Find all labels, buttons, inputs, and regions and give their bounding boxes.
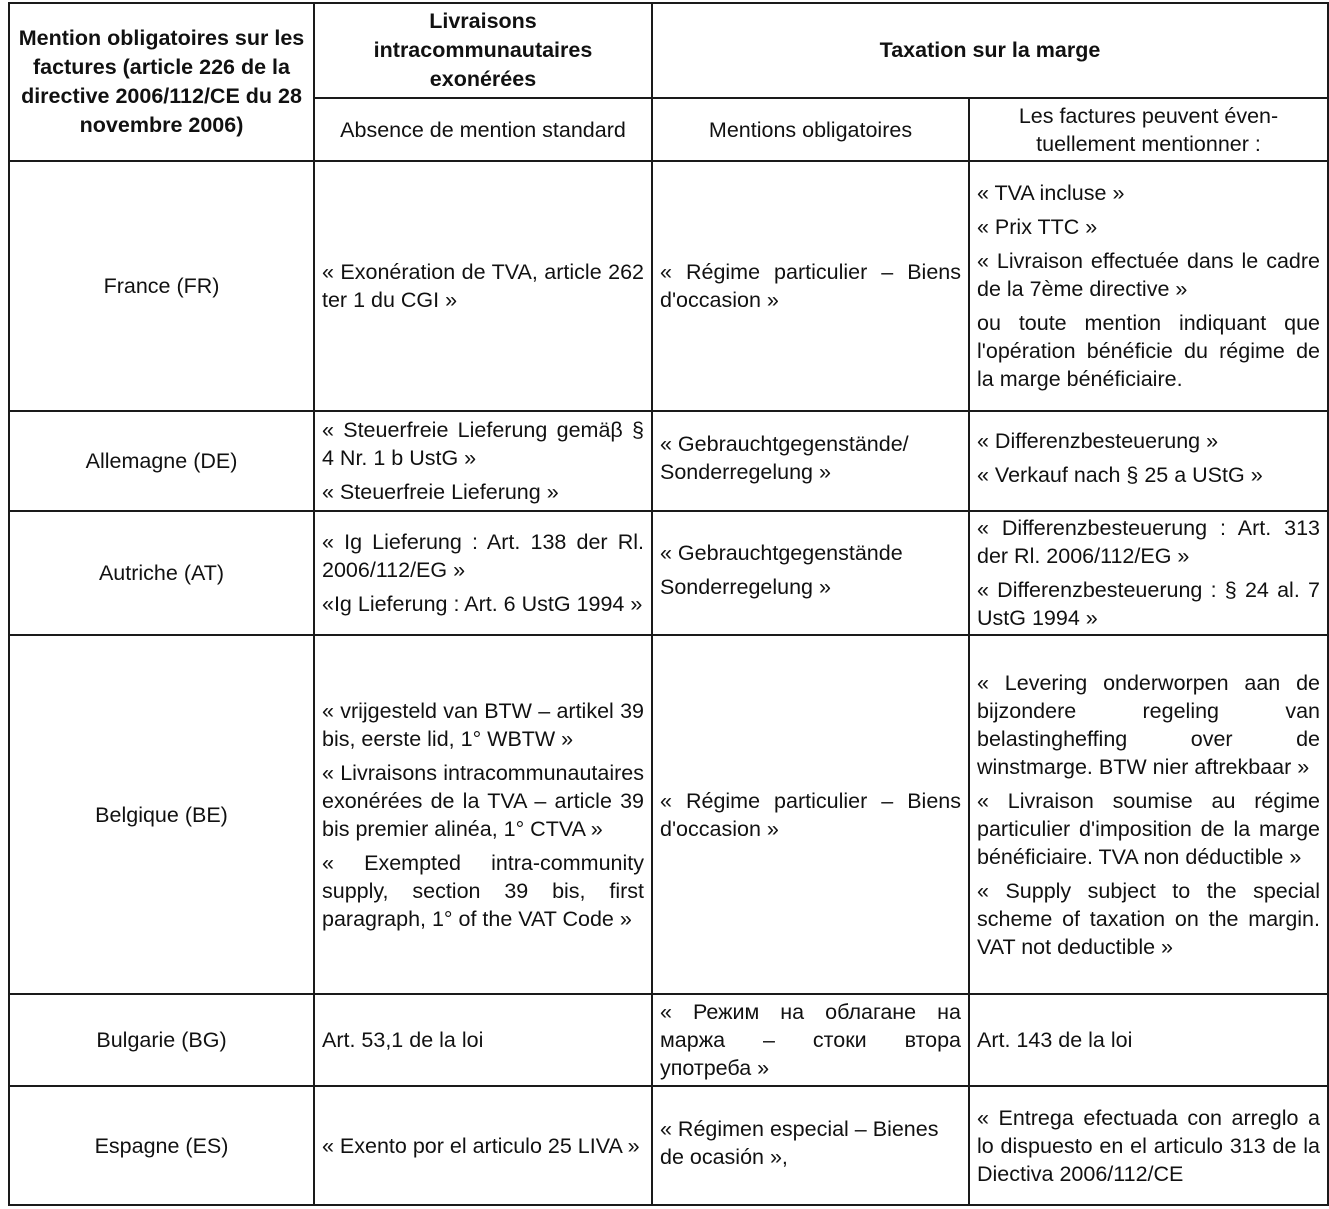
optional-mention: « Supply subject to the special scheme of taxation on the margin. VAT not deductible » [977,878,1320,959]
mandatory-cell [652,994,969,1086]
exempt-cell [314,161,652,411]
country-cell: Espagne (ES) [9,1086,314,1205]
exempt-mention: « Steuerfreie Lieferung gemäβ § 4 Nr. 1 b UstG » [322,418,644,470]
subheader-no-standard-mention: Absence de mention standard [314,98,652,161]
optional-mention: « Livraison soumise au régime particulier d'imposition de la marge bénéficiaire. TVA non déductible » [977,788,1320,869]
country-cell: Allemagne (DE) [9,411,314,511]
exempt-mention: « Ig Lieferung : Art. 138 der Rl. 2006/112/EG » [322,530,644,582]
optional-mention: « Livraison effectuée dans le cadre de la 7ème directive » [977,249,1320,301]
optional-mention: « Levering onderworpen aan de bijzondere regeling van belastingheffing over de winstmarge. BTW nier aftrekbaar » [977,670,1320,779]
mandatory-mention: « Régimen especial – Bienes de ocasión », [660,1116,939,1169]
country-cell: Belgique (BE) [9,635,314,994]
header-intra-community-supplies: Livraisons intracommunautaires exonérées [314,3,652,98]
country-cell: France (FR) [9,161,314,411]
mandatory-cell [652,1086,969,1205]
table-row [9,411,1328,511]
optional-mention: « TVA incluse » [977,181,1125,205]
exempt-mention: « Exonération de TVA, article 262 ter 1 du CGI » [322,260,644,312]
mandatory-mention: Sonderregelung » [660,575,831,599]
optional-mention: « Verkauf nach § 25 a UStG » [977,463,1263,487]
exempt-mention: « Livraisons intracommunautaires exonérées de la TVA – article 39 bis premier alinéa, 1° CTVA » [322,760,644,841]
vat-invoice-mentions-table [8,2,1329,1206]
optional-mention: « Prix TTC » [977,215,1098,239]
exempt-mention: «Ig Lieferung : Art. 6 UstG 1994 » [322,592,643,616]
mandatory-mention: « Режим на облагане на маржа – стоки втора употреба » [660,1000,961,1080]
optional-cell [969,161,1328,411]
optional-mention: « Differenzbesteuerung » [977,429,1219,453]
subheader-optional-mentions: Les factures peuvent éventuellement mentionner : [969,98,1328,161]
table-row [9,994,1328,1086]
header-mandatory-mentions: Mention obligatoires sur les factures (article 226 de la directive 2006/112/CE du 28 novembre 2006) [9,3,314,161]
optional-cell [969,411,1328,511]
mandatory-mention: « Régime particulier – Biens d'occasion » [660,788,961,841]
mandatory-cell [652,635,969,994]
optional-cell: Art. 143 de la loi [969,994,1328,1086]
exempt-cell [314,411,652,511]
optional-cell [969,511,1328,635]
exempt-cell [314,635,652,994]
mandatory-cell [652,161,969,411]
optional-cell [969,635,1328,994]
table-row [9,635,1328,994]
mandatory-cell [652,411,969,511]
table-row [9,1086,1328,1205]
exempt-mention: « Exempted intra-community supply, section 39 bis, first paragraph, 1° of the VAT Code » [322,850,644,931]
country-cell: Bulgarie (BG) [9,994,314,1086]
subheader-mandatory-mentions: Mentions obligatoires [652,98,969,161]
mandatory-mention: « Régime particulier – Biens d'occasion » [660,260,961,312]
optional-mention: « Differenzbesteuerung : § 24 al. 7 UstG 1994 » [977,578,1320,630]
country-cell: Autriche (AT) [9,511,314,635]
header-margin-taxation: Taxation sur la marge [652,3,1328,98]
optional-mention: « Differenzbesteuerung : Art. 313 der Rl. 2006/112/EG » [977,516,1320,568]
exempt-mention: « vrijgesteld van BTW – artikel 39 bis, eerste lid, 1° WBTW » [322,698,644,751]
optional-mention: « Entrega efectuada con arreglo a lo dispuesto en el articulo 313 de la Diectiva 2006/112/CE [977,1105,1320,1186]
exempt-mention: « Steuerfreie Lieferung » [322,480,559,504]
mandatory-cell [652,511,969,635]
exempt-mention: « Exento por el articulo 25 LIVA » [322,1133,640,1158]
table-row [9,161,1328,411]
mandatory-mention: « Gebrauchtgegenstände [660,541,903,565]
exempt-cell [314,511,652,635]
mandatory-mention: « Gebrauchtgegenstände/ Sonderregelung » [660,432,909,484]
exempt-cell: Art. 53,1 de la loi [314,994,652,1086]
exempt-cell [314,1086,652,1205]
table-row [9,511,1328,635]
optional-cell [969,1086,1328,1205]
optional-mention: ou toute mention indiquant que l'opération bénéficie du régime de la marge bénéficiaire. [977,311,1320,391]
